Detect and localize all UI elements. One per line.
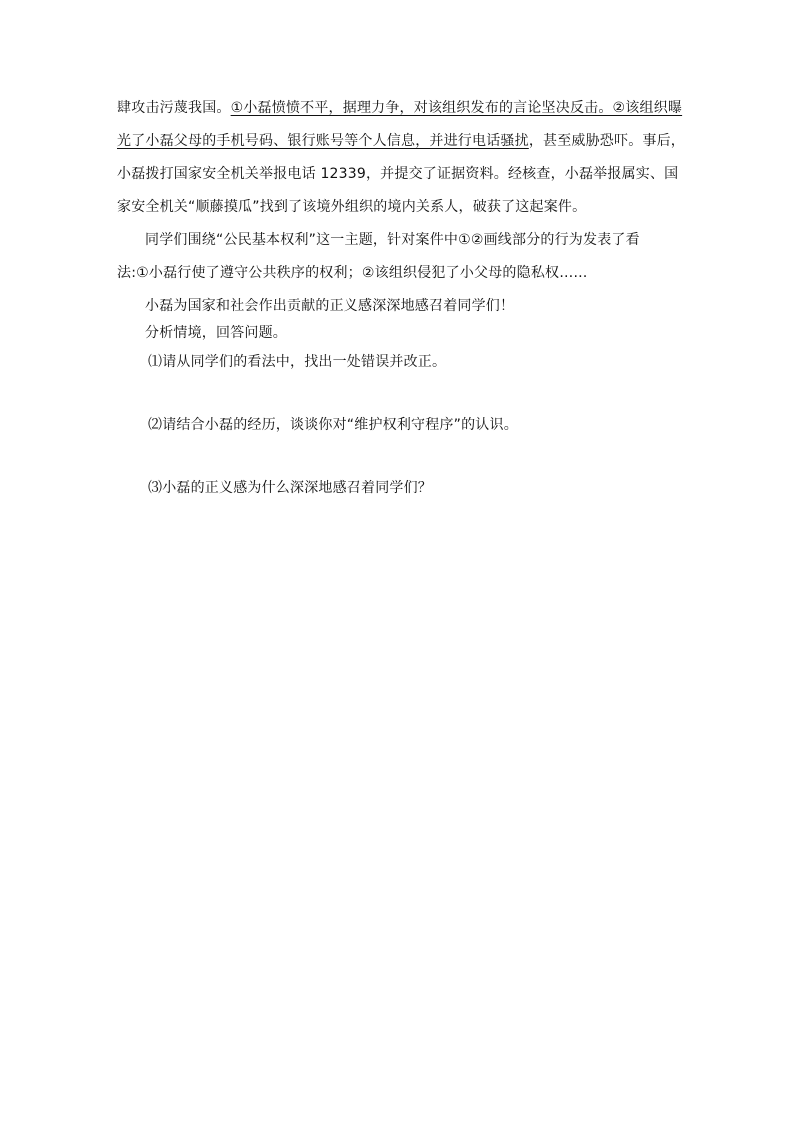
passage-line-4: 家安全机关“顺藤摸瓜”找到了该境外组织的境内关系人，破获了这起案件。 <box>117 199 587 215</box>
question-3: ⑶小磊的正义感为什么深深地感召着同学们？ <box>148 480 432 496</box>
passage-text: 肆攻击污蔑我国。 <box>117 100 231 116</box>
underlined-passage-text: ①小磊愤愤不平，据理力争，对该组织发布的言论坚决反击。②该组织曝 <box>230 100 683 116</box>
passage-line-5: 同学们围绕“公民基本权利”这一主题，针对案件中①②画线部分的行为发表了看 <box>145 232 640 248</box>
passage-line-7: 小磊为国家和社会作出贡献的正义感深深地感召着同学们！ <box>145 298 515 314</box>
passage-line-1 <box>117 98 682 118</box>
passage-line-6: 法:①小磊行使了遵守公共秩序的权利；②该组织侵犯了小父母的隐私权…… <box>117 265 588 281</box>
question-2: ⑵请结合小磊的经历，谈谈你对“维护权利守程序”的认识。 <box>148 417 518 433</box>
passage-line-2 <box>117 131 685 151</box>
underlined-passage-text: 光了小磊父母的手机号码、银行账号等个人信息，并进行电话骚扰 <box>117 133 529 149</box>
instruction-line: 分析情境，回答问题。 <box>145 325 287 341</box>
passage-line-3: 小磊拨打国家安全机关举报电话 12339，并提交了证据资料。经核查，小磊举报属实、国 <box>117 166 679 182</box>
question-1: ⑴请从同学们的看法中，找出一处错误并改正。 <box>148 354 447 370</box>
passage-text: ，甚至威胁恐吓。事后， <box>528 133 686 149</box>
